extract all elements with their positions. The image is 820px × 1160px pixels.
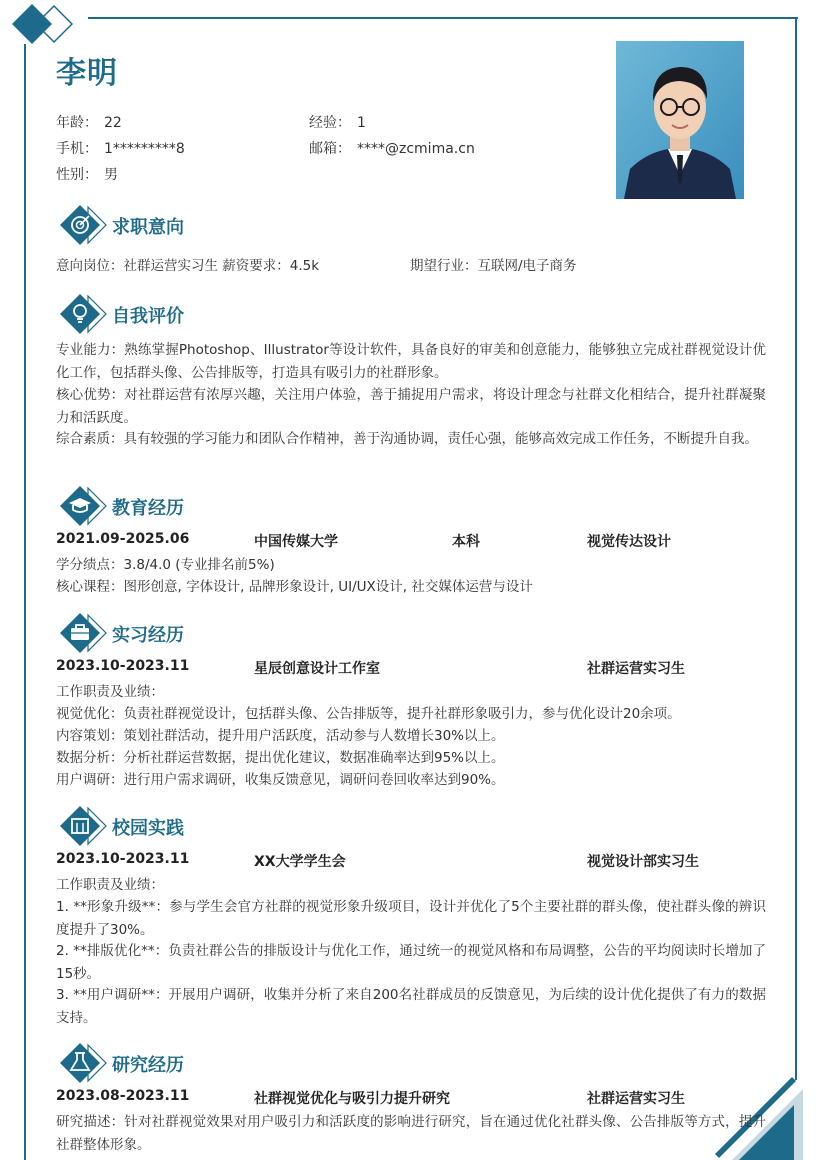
section-title: 自我评价 — [112, 306, 184, 327]
candidate-name: 李明 — [56, 56, 118, 91]
education-degree: 本科 — [452, 534, 480, 550]
frame-right-line — [795, 17, 797, 1080]
education-gpa: 学分绩点：3.8/4.0 (专业排名前5%) — [56, 557, 275, 573]
education-date: 2021.09-2025.06 — [56, 531, 190, 547]
age-field: 年龄： 22 — [56, 115, 122, 131]
campus-org: XX大学学生会 — [254, 854, 346, 870]
internship-role: 社群运营实习生 — [587, 661, 685, 677]
self-eval-strength: 核心优势：对社群运营有浓厚兴趣，关注用户体验，善于捕捉用户需求，将设计理念与社群文化相结合，提升社群凝聚力和活跃度。 — [56, 387, 766, 426]
lightbulb-icon — [58, 292, 108, 336]
campus-item: 3. **用户调研**：开展用户调研，收集并分析了来自200名社群成员的反馈意见，为后续的设计优化提供了有力的数据支持。 — [56, 987, 766, 1026]
section-title: 求职意向 — [112, 217, 184, 238]
section-title: 实习经历 — [112, 625, 184, 646]
campus-item: 1. **形象升级**：参与学生会官方社群的视觉形象升级项目，设计并优化了5个主要社群的群头像，使社群头像的辨识度提升了30%。 — [56, 899, 766, 938]
campus-item: 2. **排版优化**：负责社群公告的排版设计与优化工作，通过统一的视觉风格和布局调整，公告的平均阅读时长增加了15秒。 — [56, 943, 766, 982]
internship-line: 工作职责及业绩： — [56, 684, 164, 700]
internship-line: 用户调研：进行用户需求调研，收集反馈意见，调研问卷回收率达到90%。 — [56, 772, 505, 788]
email-field: 邮箱： ****@zcmima.cn — [309, 141, 475, 157]
research-topic: 社群视觉优化与吸引力提升研究 — [254, 1091, 450, 1107]
internship-line: 视觉优化：负责社群视觉设计，包括群头像、公告排版等，提升社群形象吸引力，参与优化设计20余项。 — [56, 706, 681, 722]
phone-field: 手机： 1*********8 — [56, 141, 185, 157]
graduation-cap-icon — [58, 484, 108, 528]
internship-line: 数据分析：分析社群运营数据，提出优化建议，数据准确率达到95%以上。 — [56, 750, 505, 766]
research-role: 社群运营实习生 — [587, 1091, 685, 1107]
frame-left-line — [24, 44, 26, 1160]
intent-position: 意向岗位：社群运营实习生 薪资要求：4.5k — [56, 258, 320, 274]
section-title: 研究经历 — [112, 1055, 184, 1076]
self-eval-professional: 专业能力：熟练掌握Photoshop、Illustrator等设计软件，具备良好的审美和创意能力，能够独立完成社群视觉设计优化工作，包括群头像、公告排版等，打造具有吸引力的社群形象。 — [56, 342, 766, 381]
gender-field: 性别： 男 — [56, 167, 118, 183]
building-icon — [58, 804, 108, 848]
corner-diamond-decoration — [0, 0, 100, 50]
campus-intro: 工作职责及业绩： — [56, 877, 164, 893]
self-eval-quality: 综合素质：具有较强的学习能力和团队合作精神，善于沟通协调，责任心强，能够高效完成工作任务，不断提升自我。 — [56, 431, 758, 447]
intent-industry: 期望行业：互联网/电子商务 — [410, 258, 577, 274]
flask-icon — [58, 1041, 108, 1085]
briefcase-icon — [58, 611, 108, 655]
research-date: 2023.08-2023.11 — [56, 1088, 190, 1104]
internship-company: 星辰创意设计工作室 — [254, 661, 380, 677]
experience-field: 经验： 1 — [309, 115, 366, 131]
education-courses: 核心课程：图形创意, 字体设计, 品牌形象设计, UI/UX设计, 社交媒体运营与设计 — [56, 579, 533, 595]
education-school: 中国传媒大学 — [254, 534, 338, 550]
research-description: 研究描述：针对社群视觉效果对用户吸引力和活跃度的影响进行研究，旨在通过优化社群头像、公告排版等方式，提升社群整体形象。 — [56, 1114, 766, 1153]
section-title: 教育经历 — [112, 498, 184, 519]
internship-date: 2023.10-2023.11 — [56, 658, 190, 674]
section-title: 校园实践 — [112, 818, 184, 839]
frame-top-line — [88, 17, 798, 19]
campus-role: 视觉设计部实习生 — [587, 854, 699, 870]
internship-line: 内容策划：策划社群活动，提升用户活跃度，活动参与人数增长30%以上。 — [56, 728, 505, 744]
education-major: 视觉传达设计 — [587, 534, 671, 550]
target-icon — [58, 203, 108, 247]
campus-date: 2023.10-2023.11 — [56, 851, 190, 867]
profile-photo — [616, 41, 744, 199]
